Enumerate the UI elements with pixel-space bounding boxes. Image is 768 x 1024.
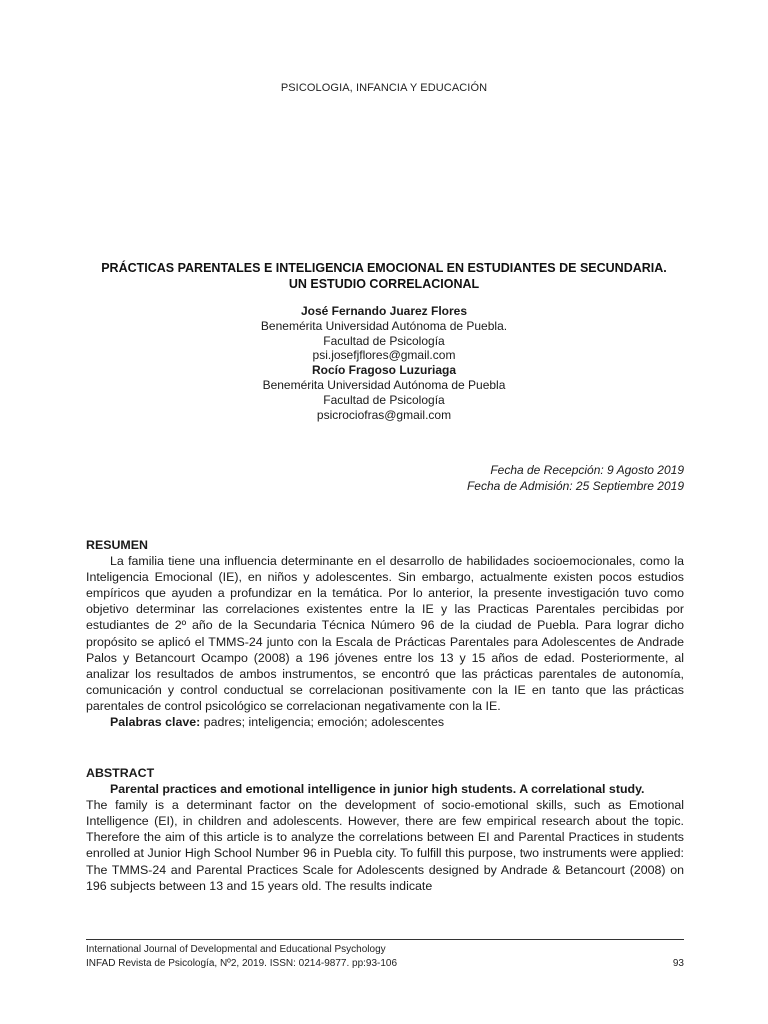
running-header: PSICOLOGIA, INFANCIA Y EDUCACIÓN: [280, 82, 488, 94]
abstract-heading: ABSTRACT: [86, 766, 155, 780]
author-affiliation: Benemérita Universidad Autónoma de Puebla: [262, 377, 506, 392]
author-name: Rocío Fragoso Luzuriaga: [311, 363, 456, 378]
resumen-heading: RESUMEN: [86, 538, 148, 552]
article-title-line-1: PRÁCTICAS PARENTALES E INTELIGENCIA EMOCIONAL EN ESTUDIANTES DE SECUNDARIA.: [101, 261, 667, 275]
author-name: José Fernando Juarez Flores: [300, 304, 468, 318]
abstract-subtitle: Parental practices and emotional intelligence in junior high students. A correlational study.: [110, 782, 645, 797]
footer-citation: INFAD Revista de Psicología, Nº2, 2019. ISSN: 0214-9877. pp:93-106: [86, 958, 398, 969]
resumen-text: La familia tiene una influencia determinante en el desarrollo de habilidades socioemocionales, como la Inteligencia Emocional (IE), en niños y adolescentes. Sin embargo, actualmente existen pocos estudios empíricos que ayuden a profundizar en la temática. Por lo anterior, la presente investigación tuvo como objetivo determinar las correlaciones existentes entre la IE y las Practicas Parentales percibidas por estudiantes de 2º año de la Secundaria Técnica Número 96 de la ciudad de Puebla. Para lograr dicho propósito se aplicó el TMMS-24 junto con la Escala de Prácticas Parentales para Adolescentes de Andrade Palos y Betancourt Ocampo (2008) a 196 jóvenes entre los 13 y 15 años de edad. Posteriormente, al analizar los resultados de ambos instrumentos, se encontró que las prácticas parentales de autonomía, comunicación y control conductual se correlacionan positivamente con la IE en tanto que las prácticas parentales de control psicológico se correlacionan negativamente con la IE.: [86, 554, 684, 713]
keywords-label: Palabras clave:: [110, 715, 201, 730]
received-date: Fecha de Recepción: 9 Agosto 2019: [490, 463, 684, 477]
article-title-line-2: UN ESTUDIO CORRELACIONAL: [288, 277, 480, 291]
abstract-section: [86, 765, 684, 894]
author-affiliation: Benemérita Universidad Autónoma de Puebla.: [260, 318, 508, 333]
abstract-text: The family is a determinant factor on the development of socio-emotional skills, such as Emotional Intelligence (EI), in children and adolescents. However, there are few empirical research about the topic. Therefore the aim of this article is to analyze the correlations between EI and Parental Practices in students enrolled at Junior High School Number 96 in Puebla city. To fulfill this purpose, two instruments were applied: The TMMS-24 and Parental Practices Scale for Adolescents designed by Andrade & Betancourt (2008) on 196 subjects between 13 and 15 years old. The results indicate: [86, 798, 684, 893]
author-email[interactable]: psicrociofras@gmail.com: [316, 407, 452, 422]
accepted-date: Fecha de Admisión: 25 Septiembre 2019: [466, 479, 684, 493]
author-email[interactable]: psi.josefjflores@gmail.com: [312, 348, 456, 363]
author-block: [0, 304, 768, 422]
author-department: Facultad de Psicología: [323, 333, 445, 348]
resumen-section: [86, 537, 684, 730]
article-title: [60, 260, 708, 292]
footer-divider: [86, 939, 684, 940]
footer-journal: International Journal of Developmental and Educational Psychology: [86, 944, 386, 955]
keywords-list: padres; inteligencia; emoción; adolescentes: [200, 715, 445, 730]
keywords-line: [86, 714, 684, 730]
page-number: 93: [672, 958, 684, 969]
page-footer: [86, 943, 684, 971]
author-department: Facultad de Psicología: [323, 392, 445, 407]
submission-dates: [467, 462, 684, 494]
